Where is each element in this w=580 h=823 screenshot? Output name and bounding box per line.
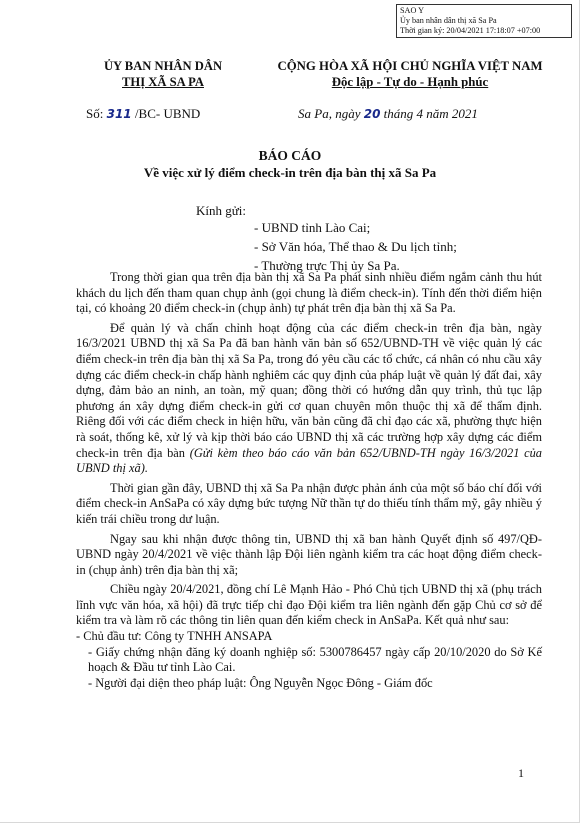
paragraph-text: Để quản lý và chấn chỉnh hoạt động của các điểm check-in trên địa bàn, ngày 16/3/2021 UBND thị xã Sa Pa đã ban hành văn bản số 652/UBND-TH về việc quản lý các điểm check-in trên địa bàn thị xã Sa Pa, trong đó yêu cầu các tổ chức, cá nhân có nhu cầu xây dựng các điểm check-in chấp hành nghiêm các quy định của pháp luật về quản lý đất đai, xây dựng, đảm bảo an ninh, an toàn, mỹ quan; đồng thời có hướng dẫn quy trình, thủ tục lập phương án xây dựng điểm check-in gửi cơ quan chuyên môn thuộc thị xã để thẩm định. Riêng đối với các điểm check in hiện hữu, văn bản cũng đã chỉ đạo các xã, phường thực hiện rà soát, thống kê, xử lý và kịp thời báo cáo UBND thị xã các trường hợp xây dựng các điểm check-in trên địa bàn (76, 320, 542, 460)
body-paragraph (76, 321, 542, 477)
recipient-item: - Sở Văn hóa, Thể thao & Du lịch tỉnh; (254, 239, 457, 254)
authority-locality: THỊ XÃ SA PA (122, 75, 204, 89)
document-number (86, 106, 200, 122)
bullet-item: - Chủ đầu tư: Công ty TNHH ANSAPA (76, 629, 273, 644)
body-paragraph: Ngay sau khi nhận được thông tin, UBND thị xã ban hành Quyết định số 497/QĐ-UBND ngày 20/4/2021 về việc thành lập Đội liên ngành kiểm tra các hoạt động điểm check-in (chụp ảnh) trên địa bàn thị xã; (76, 531, 542, 577)
date-prefix: Sa Pa, ngày (298, 106, 361, 121)
document-subtitle: Về việc xử lý điểm check-in trên địa bàn thị xã Sa Pa (143, 165, 437, 180)
date-day-handwritten: 20 (363, 107, 381, 121)
body-paragraph: Chiều ngày 20/4/2021, đồng chí Lê Mạnh Hảo - Phó Chủ tịch UBND thị xã (phụ trách lĩnh vực văn hóa, xã hội) đã trực tiếp chỉ đạo Đội kiểm tra liên ngành đến gặp Chủ cơ sở để kiểm tra và làm rõ các thông tin liên quan đến kiểm check in AnSaPa. Kết quả như sau: (76, 582, 542, 628)
document-date (298, 106, 478, 122)
stamp-line-1: SAO Y (400, 6, 425, 15)
national-header (250, 58, 570, 90)
recipient-item: - Thường trực Thị ủy Sa Pa. (254, 258, 400, 273)
recipient-item: - UBND tỉnh Lào Cai; (254, 220, 371, 235)
report-body (76, 270, 542, 691)
national-motto: Độc lập - Tự do - Hạnh phúc (331, 75, 489, 89)
recipients-label: Kính gửi: (196, 203, 247, 218)
body-paragraph: Thời gian gần đây, UBND thị xã Sa Pa nhận được phản ánh của một số báo chí đối với điểm check-in AnSaPa có xây dựng bức tượng Nữ thần tự do thiếu tính thẩm mỹ, gây nhiều ý kiến trái chiều trong dư luận. (76, 480, 542, 526)
issuing-authority (88, 58, 238, 90)
document-title: BÁO CÁO (258, 148, 322, 163)
doc-number-handwritten: 311 (106, 107, 132, 121)
recipients-list (254, 218, 457, 275)
bullet-item: - Giấy chứng nhận đăng ký doanh nghiệp số: 5300786457 ngày cấp 20/10/2020 do Sở Kế hoạch & Đầu tư tỉnh Lào Cai. (88, 644, 542, 675)
stamp-line-2: Ủy ban nhân dân thị xã Sa Pa (400, 16, 497, 25)
doc-number-prefix: Số: (86, 106, 104, 121)
stamp-line-3: Thời gian ký: 20/04/2021 17:18:07 +07:00 (400, 26, 541, 35)
nation-name: CỘNG HÒA XÃ HỘI CHỦ NGHĨA VIỆT NAM (277, 59, 543, 73)
date-suffix: tháng 4 năm 2021 (383, 106, 478, 121)
page-number: 1 (518, 766, 524, 780)
bullet-item: - Người đại diện theo pháp luật: Ông Nguyễn Ngọc Đông - Giám đốc (88, 675, 433, 690)
paragraph-italic-note: (Gửi kèm theo báo cáo văn bản 652/UBND-TH ngày 16/3/2021 của UBND thị xã). (76, 445, 542, 476)
digital-signature-stamp (396, 4, 572, 38)
body-paragraph: Trong thời gian qua trên địa bàn thị xã Sa Pa phát sinh nhiều điểm ngắm cảnh thu hút khách du lịch đến tham quan chụp ảnh (gọi chung là điểm check-in). Tính đến thời điểm hiện tại, có khoảng 20 điểm check-in (chụp ảnh) tự phát trên địa bàn thị xã Sa Pa. (76, 270, 542, 316)
authority-name: ỦY BAN NHÂN DÂN (103, 59, 223, 73)
doc-number-suffix: /BC- UBND (134, 106, 201, 121)
